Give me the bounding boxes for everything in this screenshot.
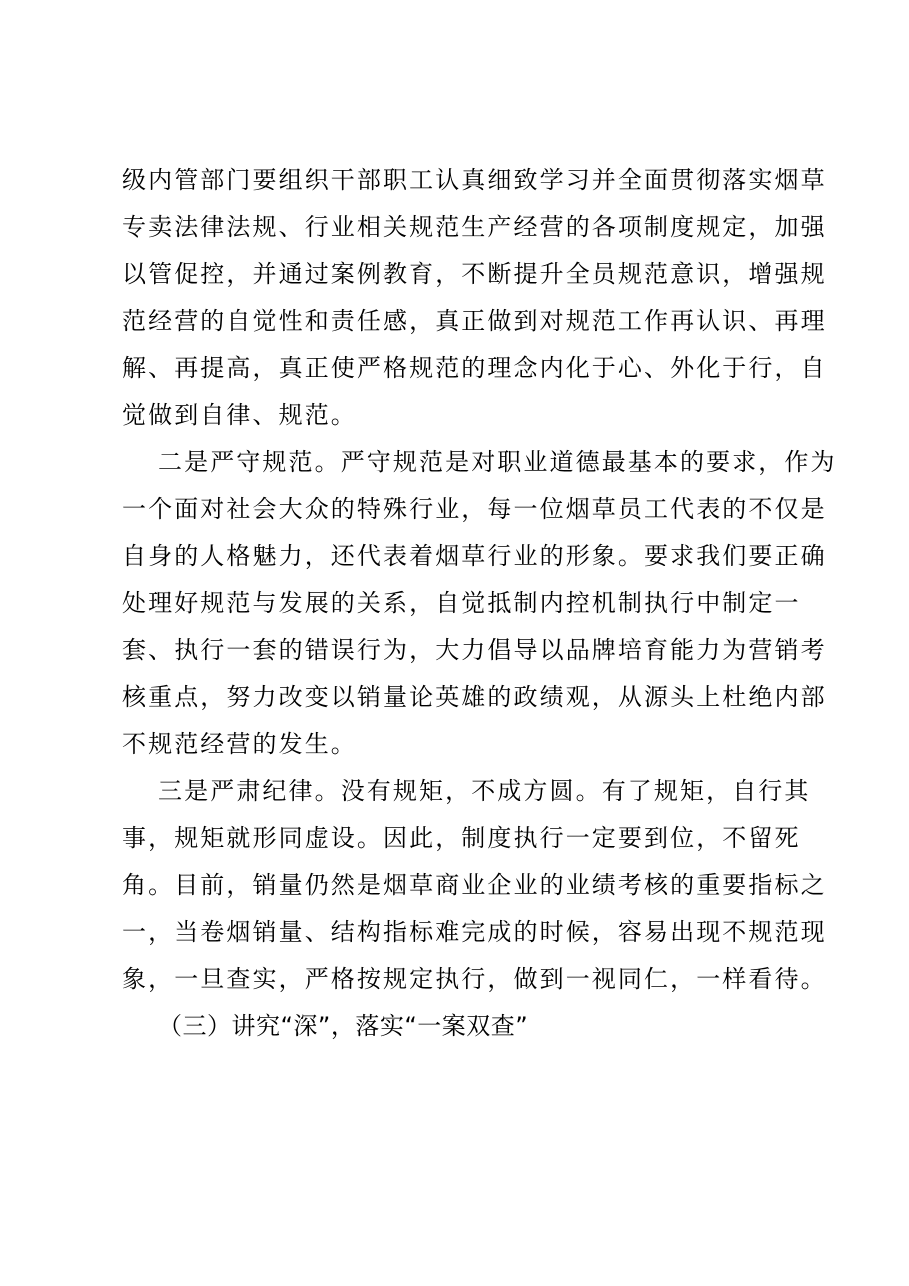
text-line: 不规范经营的发生。 (122, 730, 357, 758)
text-line: 处理好规范与发展的关系，自觉抵制内控机制执行中制定一 (122, 589, 801, 617)
text-line: 事，规矩就形同虚设。因此，制度执行一定要到位，不留死 (122, 824, 801, 852)
text-line: 套、执行一套的错误行为，大力倡导以品牌培育能力为营销考 (122, 636, 827, 664)
text-line: 以管促控，并通过案例教育，不断提升全员规范意识，增强规 (122, 260, 827, 288)
text-line: 解、再提高，真正使严格规范的理念内化于心、外化于行，自 (122, 354, 827, 382)
text-line: 级内管部门要组织干部职工认真细致学习并全面贯彻落实烟草 (122, 166, 827, 194)
text-line: 象，一旦查实，严格按规定执行，做到一视同仁，一样看待。 (122, 965, 827, 993)
paragraph-start-line: 三是严肃纪律。没有规矩，不成方圆。有了规矩，自行其 (158, 777, 811, 805)
section-heading: （三）讲究“深”，落实“一案双查” (158, 1012, 529, 1040)
text-line: 范经营的自觉性和责任感，真正做到对规范工作再认识、再理 (122, 307, 827, 335)
text-line: 自身的人格魅力，还代表着烟草行业的形象。要求我们要正确 (122, 542, 827, 570)
text-line: 核重点，努力改变以销量论英雄的政绩观，从源头上杜绝内部 (122, 683, 827, 711)
text-line: 一个面对社会大众的特殊行业，每一位烟草员工代表的不仅是 (122, 495, 827, 523)
text-line: 觉做到自律、规范。 (122, 401, 357, 429)
paragraph-start-line: 二是严守规范。严守规范是对职业道德最基本的要求，作为 (158, 448, 837, 476)
text-line: 一，当卷烟销量、结构指标难完成的时候，容易出现不规范现 (122, 918, 827, 946)
text-line: 专卖法律法规、行业相关规范生产经营的各项制度规定，加强 (122, 213, 827, 241)
text-line: 角。目前，销量仍然是烟草商业企业的业绩考核的重要指标之 (122, 871, 827, 899)
